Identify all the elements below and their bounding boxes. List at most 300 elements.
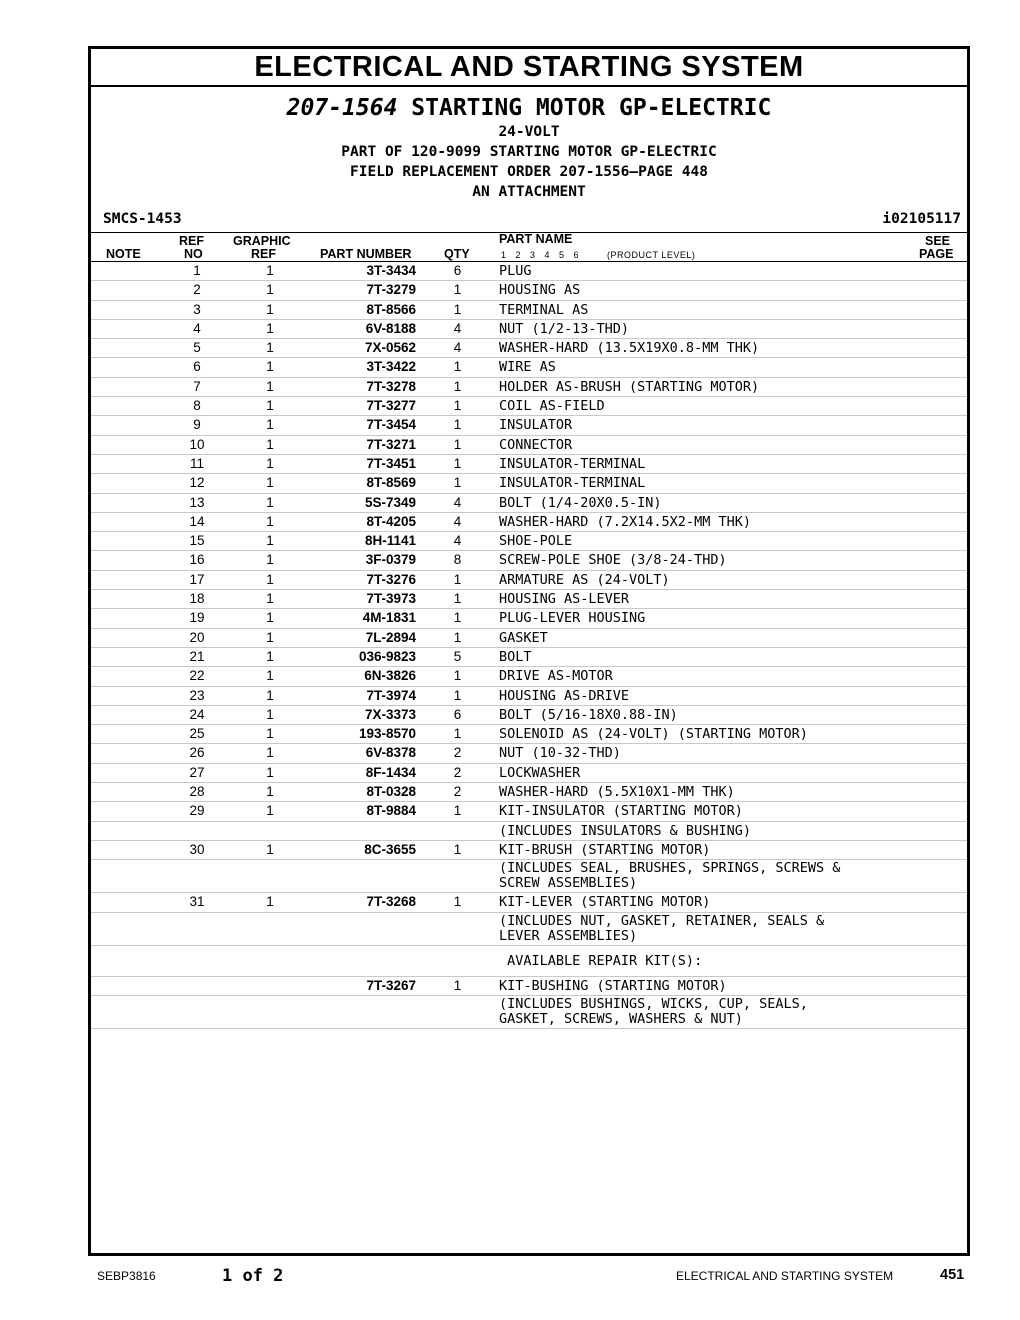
cell-see-page: [907, 840, 967, 859]
table-row: [91, 532, 967, 551]
table-row: [91, 744, 967, 763]
cell-part-number: [311, 912, 416, 945]
cell-graphic-ref: [229, 912, 311, 945]
cell-part-number: [311, 821, 416, 840]
table-row: [91, 763, 967, 782]
cell-note: [91, 647, 165, 666]
cell-graphic-ref: 1: [229, 416, 311, 435]
cell-qty: 1: [416, 454, 499, 473]
cell-graphic-ref: 1: [229, 744, 311, 763]
cell-ref-no: 7: [165, 377, 229, 396]
table-row: [91, 493, 967, 512]
table-row: [91, 590, 967, 609]
cell-note: [91, 512, 165, 531]
cell-graphic-ref: [229, 945, 311, 976]
cell-qty: 4: [416, 532, 499, 551]
cell-ref-no: [165, 912, 229, 945]
cell-part-name: (INCLUDES INSULATORS & BUSHING): [499, 821, 907, 840]
table-row: [91, 821, 967, 840]
cell-graphic-ref: 1: [229, 512, 311, 531]
cell-qty: 1: [416, 609, 499, 628]
cell-qty: [416, 860, 499, 893]
cell-part-name: SHOE-POLE: [499, 532, 907, 551]
cell-part-number: 7T-3973: [311, 590, 416, 609]
cell-see-page: [907, 281, 967, 300]
cell-qty: 1: [416, 397, 499, 416]
footer-page-of: 1 of 2: [222, 1266, 284, 1286]
cell-ref-no: 2: [165, 281, 229, 300]
cell-part-name: KIT-LEVER (STARTING MOTOR): [499, 893, 907, 912]
smcs-code: SMCS-1453: [103, 211, 182, 227]
cell-qty: 1: [416, 976, 499, 995]
cell-ref-no: 22: [165, 667, 229, 686]
cell-graphic-ref: 1: [229, 763, 311, 782]
col-product-levels: 1 2 3 4 5 6: [501, 250, 580, 260]
cell-ref-no: [165, 860, 229, 893]
cell-see-page: [907, 945, 967, 976]
cell-ref-no: 10: [165, 435, 229, 454]
cell-graphic-ref: [229, 995, 311, 1028]
table-row: [91, 416, 967, 435]
cell-note: [91, 570, 165, 589]
cell-graphic-ref: 1: [229, 705, 311, 724]
cell-see-page: [907, 358, 967, 377]
cell-note: [91, 590, 165, 609]
cell-qty: 1: [416, 377, 499, 396]
cell-graphic-ref: 1: [229, 783, 311, 802]
table-row: [91, 300, 967, 319]
cell-part-number: 8F-1434: [311, 763, 416, 782]
cell-part-name: NUT (10-32-THD): [499, 744, 907, 763]
group-title: STARTING MOTOR GP-ELECTRIC: [411, 95, 772, 121]
table-row: [91, 435, 967, 454]
cell-note: [91, 281, 165, 300]
cell-note: [91, 912, 165, 945]
col-graphic-top: GRAPHIC: [233, 234, 291, 248]
cell-see-page: [907, 744, 967, 763]
cell-ref-no: 9: [165, 416, 229, 435]
group-subtitle: AN ATTACHMENT: [472, 184, 586, 200]
table-row: [91, 377, 967, 396]
cell-graphic-ref: 1: [229, 262, 311, 281]
table-row: [91, 551, 967, 570]
table-row: [91, 512, 967, 531]
cell-note: [91, 744, 165, 763]
cell-see-page: [907, 435, 967, 454]
table-row: [91, 912, 967, 945]
cell-see-page: [907, 995, 967, 1028]
col-note: NOTE: [106, 247, 141, 261]
cell-part-name: LOCKWASHER: [499, 763, 907, 782]
cell-part-number: 7T-3271: [311, 435, 416, 454]
group-number: 207-1564: [286, 95, 398, 121]
cell-see-page: [907, 783, 967, 802]
cell-see-page: [907, 821, 967, 840]
cell-part-number: 3T-3422: [311, 358, 416, 377]
cell-part-number: 3F-0379: [311, 551, 416, 570]
cell-part-number: 3T-3434: [311, 262, 416, 281]
page-footer: [0, 1266, 1020, 1288]
cell-part-name: NUT (1/2-13-THD): [499, 319, 907, 338]
cell-part-number: 7X-0562: [311, 339, 416, 358]
cell-part-number: 8T-8569: [311, 474, 416, 493]
cell-ref-no: 6: [165, 358, 229, 377]
cell-see-page: [907, 802, 967, 821]
table-row: [91, 783, 967, 802]
cell-see-page: [907, 725, 967, 744]
table-row: [91, 667, 967, 686]
cell-qty: 4: [416, 339, 499, 358]
cell-graphic-ref: 1: [229, 667, 311, 686]
cell-graphic-ref: 1: [229, 686, 311, 705]
cell-see-page: [907, 512, 967, 531]
cell-see-page: [907, 454, 967, 473]
illustration-id: i02105117: [882, 211, 961, 227]
cell-see-page: [907, 860, 967, 893]
cell-qty: 1: [416, 474, 499, 493]
cell-ref-no: 18: [165, 590, 229, 609]
cell-part-name: KIT-BRUSH (STARTING MOTOR): [499, 840, 907, 859]
cell-part-name: PLUG-LEVER HOUSING: [499, 609, 907, 628]
cell-part-number: 7X-3373: [311, 705, 416, 724]
cell-ref-no: 3: [165, 300, 229, 319]
cell-ref-no: 30: [165, 840, 229, 859]
table-row: [91, 454, 967, 473]
cell-see-page: [907, 705, 967, 724]
cell-graphic-ref: 1: [229, 339, 311, 358]
cell-graphic-ref: 1: [229, 532, 311, 551]
footer-section: ELECTRICAL AND STARTING SYSTEM: [676, 1269, 894, 1283]
cell-graphic-ref: 1: [229, 358, 311, 377]
cell-qty: 1: [416, 840, 499, 859]
cell-note: [91, 377, 165, 396]
cell-qty: [416, 912, 499, 945]
cell-part-name: INSULATOR: [499, 416, 907, 435]
cell-note: [91, 840, 165, 859]
cell-part-number: 8C-3655: [311, 840, 416, 859]
cell-graphic-ref: 1: [229, 454, 311, 473]
cell-qty: 1: [416, 358, 499, 377]
table-row: [91, 840, 967, 859]
cell-part-number: [311, 945, 416, 976]
cell-qty: 2: [416, 744, 499, 763]
group-header: [91, 94, 967, 202]
cell-part-number: 7T-3454: [311, 416, 416, 435]
cell-part-name: GASKET: [499, 628, 907, 647]
cell-qty: 4: [416, 512, 499, 531]
cell-note: [91, 339, 165, 358]
cell-part-number: 7T-3267: [311, 976, 416, 995]
cell-note: [91, 686, 165, 705]
cell-ref-no: 13: [165, 493, 229, 512]
cell-qty: 1: [416, 667, 499, 686]
cell-qty: 1: [416, 802, 499, 821]
cell-ref-no: 29: [165, 802, 229, 821]
col-part-name: PART NAME: [499, 232, 573, 246]
table-row: [91, 474, 967, 493]
cell-graphic-ref: 1: [229, 647, 311, 666]
cell-part-number: 5S-7349: [311, 493, 416, 512]
cell-see-page: [907, 912, 967, 945]
cell-part-name: SOLENOID AS (24-VOLT) (STARTING MOTOR): [499, 725, 907, 744]
cell-ref-no: 16: [165, 551, 229, 570]
cell-qty: 1: [416, 281, 499, 300]
cell-part-name: HOLDER AS-BRUSH (STARTING MOTOR): [499, 377, 907, 396]
cell-ref-no: 19: [165, 609, 229, 628]
parts-table-body: [91, 262, 967, 1028]
cell-ref-no: 28: [165, 783, 229, 802]
cell-note: [91, 763, 165, 782]
table-row: [91, 686, 967, 705]
cell-see-page: [907, 551, 967, 570]
table-row: [91, 609, 967, 628]
cell-note: [91, 397, 165, 416]
cell-part-name: DRIVE AS-MOTOR: [499, 667, 907, 686]
cell-see-page: [907, 686, 967, 705]
cell-see-page: [907, 319, 967, 338]
cell-part-number: 7T-3268: [311, 893, 416, 912]
cell-note: [91, 493, 165, 512]
cell-part-number: 7T-3276: [311, 570, 416, 589]
cell-see-page: [907, 570, 967, 589]
cell-part-name: WASHER-HARD (5.5X10X1-MM THK): [499, 783, 907, 802]
parts-table: [91, 262, 967, 1029]
cell-ref-no: 24: [165, 705, 229, 724]
group-title-line: [91, 94, 967, 122]
cell-ref-no: 11: [165, 454, 229, 473]
cell-note: [91, 945, 165, 976]
cell-qty: 2: [416, 783, 499, 802]
cell-ref-no: 26: [165, 744, 229, 763]
cell-part-number: 193-8570: [311, 725, 416, 744]
cell-part-name: (INCLUDES SEAL, BRUSHES, SPRINGS, SCREWS & SCREW ASSEMBLIES): [499, 860, 907, 893]
group-subtitle: 24-VOLT: [498, 124, 560, 140]
cell-qty: 1: [416, 300, 499, 319]
cell-note: [91, 995, 165, 1028]
cell-ref-no: 17: [165, 570, 229, 589]
cell-ref-no: 25: [165, 725, 229, 744]
cell-note: [91, 474, 165, 493]
cell-part-name: BOLT: [499, 647, 907, 666]
cell-see-page: [907, 667, 967, 686]
cell-qty: 1: [416, 628, 499, 647]
cell-part-number: 6V-8378: [311, 744, 416, 763]
table-row: [91, 281, 967, 300]
cell-graphic-ref: 1: [229, 893, 311, 912]
cell-qty: 5: [416, 647, 499, 666]
col-see-bottom: PAGE: [919, 247, 954, 261]
cell-ref-no: 8: [165, 397, 229, 416]
cell-graphic-ref: 1: [229, 840, 311, 859]
cell-note: [91, 435, 165, 454]
cell-ref-no: 1: [165, 262, 229, 281]
cell-graphic-ref: 1: [229, 493, 311, 512]
cell-see-page: [907, 397, 967, 416]
cell-note: [91, 705, 165, 724]
cell-part-name: ARMATURE AS (24-VOLT): [499, 570, 907, 589]
cell-qty: 4: [416, 319, 499, 338]
table-row: [91, 860, 967, 893]
cell-see-page: [907, 628, 967, 647]
cell-note: [91, 300, 165, 319]
cell-part-name: KIT-INSULATOR (STARTING MOTOR): [499, 802, 907, 821]
cell-qty: 8: [416, 551, 499, 570]
cell-graphic-ref: 1: [229, 570, 311, 589]
cell-see-page: [907, 590, 967, 609]
cell-part-name: HOUSING AS-DRIVE: [499, 686, 907, 705]
cell-note: [91, 628, 165, 647]
cell-graphic-ref: 1: [229, 590, 311, 609]
cell-part-name: KIT-BUSHING (STARTING MOTOR): [499, 976, 907, 995]
cell-note: [91, 319, 165, 338]
cell-part-number: 8T-9884: [311, 802, 416, 821]
cell-part-name: INSULATOR-TERMINAL: [499, 474, 907, 493]
cell-part-name: AVAILABLE REPAIR KIT(S):: [499, 945, 907, 976]
cell-part-name: WASHER-HARD (13.5X19X0.8-MM THK): [499, 339, 907, 358]
cell-ref-no: 20: [165, 628, 229, 647]
cell-ref-no: [165, 821, 229, 840]
cell-see-page: [907, 532, 967, 551]
cell-see-page: [907, 262, 967, 281]
table-row: [91, 262, 967, 281]
table-row: [91, 358, 967, 377]
cell-qty: [416, 995, 499, 1028]
cell-part-name: BOLT (5/16-18X0.88-IN): [499, 705, 907, 724]
col-qty: QTY: [444, 247, 470, 261]
cell-part-number: 6V-8188: [311, 319, 416, 338]
smcs-row: [91, 206, 967, 233]
cell-part-number: 036-9823: [311, 647, 416, 666]
cell-graphic-ref: 1: [229, 551, 311, 570]
cell-part-name: CONNECTOR: [499, 435, 907, 454]
cell-ref-no: [165, 945, 229, 976]
cell-note: [91, 860, 165, 893]
footer-doc-id: SEBP3816: [97, 1269, 156, 1283]
cell-ref-no: 5: [165, 339, 229, 358]
col-ref-top: REF: [179, 234, 204, 248]
cell-see-page: [907, 300, 967, 319]
col-product-level-label: (PRODUCT LEVEL): [607, 250, 696, 260]
cell-note: [91, 609, 165, 628]
cell-see-page: [907, 493, 967, 512]
cell-ref-no: 31: [165, 893, 229, 912]
cell-qty: 2: [416, 763, 499, 782]
cell-part-number: 7T-3974: [311, 686, 416, 705]
cell-graphic-ref: 1: [229, 628, 311, 647]
cell-qty: 1: [416, 570, 499, 589]
cell-qty: 1: [416, 725, 499, 744]
cell-ref-no: 27: [165, 763, 229, 782]
cell-note: [91, 667, 165, 686]
cell-part-name: INSULATOR-TERMINAL: [499, 454, 907, 473]
cell-part-name: SCREW-POLE SHOE (3/8-24-THD): [499, 551, 907, 570]
cell-qty: 6: [416, 705, 499, 724]
cell-note: [91, 262, 165, 281]
cell-ref-no: 15: [165, 532, 229, 551]
group-subtitle: FIELD REPLACEMENT ORDER 207-1556—PAGE 448: [350, 164, 708, 180]
cell-part-number: 8T-8566: [311, 300, 416, 319]
cell-part-name: BOLT (1/4-20X0.5-IN): [499, 493, 907, 512]
group-subtitle: PART OF 120-9099 STARTING MOTOR GP-ELECTRIC: [341, 144, 717, 160]
cell-see-page: [907, 976, 967, 995]
cell-ref-no: [165, 995, 229, 1028]
cell-part-number: 7T-3277: [311, 397, 416, 416]
cell-note: [91, 783, 165, 802]
cell-qty: 6: [416, 262, 499, 281]
cell-graphic-ref: 1: [229, 725, 311, 744]
col-see-top: SEE: [925, 234, 951, 248]
table-row: [91, 705, 967, 724]
cell-see-page: [907, 474, 967, 493]
cell-graphic-ref: 1: [229, 319, 311, 338]
cell-see-page: [907, 377, 967, 396]
cell-part-name: (INCLUDES NUT, GASKET, RETAINER, SEALS & LEVER ASSEMBLIES): [499, 912, 907, 945]
cell-see-page: [907, 416, 967, 435]
cell-part-name: HOUSING AS: [499, 281, 907, 300]
cell-part-number: 7L-2894: [311, 628, 416, 647]
cell-graphic-ref: 1: [229, 300, 311, 319]
column-headers: [91, 233, 967, 262]
cell-part-name: COIL AS-FIELD: [499, 397, 907, 416]
footer-page-number: 451: [940, 1267, 965, 1283]
cell-graphic-ref: 1: [229, 802, 311, 821]
cell-note: [91, 416, 165, 435]
cell-note: [91, 821, 165, 840]
table-row: [91, 995, 967, 1028]
cell-part-name: (INCLUDES BUSHINGS, WICKS, CUP, SEALS, GASKET, SCREWS, WASHERS & NUT): [499, 995, 907, 1028]
col-graphic-bottom: REF: [251, 247, 276, 261]
cell-qty: 1: [416, 590, 499, 609]
cell-see-page: [907, 763, 967, 782]
cell-ref-no: 14: [165, 512, 229, 531]
cell-part-number: [311, 860, 416, 893]
table-row: [91, 725, 967, 744]
table-row: [91, 647, 967, 666]
cell-graphic-ref: [229, 976, 311, 995]
cell-ref-no: 21: [165, 647, 229, 666]
cell-qty: 1: [416, 893, 499, 912]
col-ref-bottom: NO: [184, 247, 203, 261]
table-row: [91, 802, 967, 821]
page-frame: [88, 46, 970, 1256]
cell-graphic-ref: [229, 821, 311, 840]
cell-part-number: 7T-3279: [311, 281, 416, 300]
cell-see-page: [907, 647, 967, 666]
cell-qty: 1: [416, 416, 499, 435]
cell-graphic-ref: 1: [229, 609, 311, 628]
cell-see-page: [907, 609, 967, 628]
cell-see-page: [907, 893, 967, 912]
col-part-number: PART NUMBER: [320, 247, 412, 261]
cell-qty: 4: [416, 493, 499, 512]
section-title: ELECTRICAL AND STARTING SYSTEM: [91, 49, 967, 87]
table-row: [91, 893, 967, 912]
cell-ref-no: 12: [165, 474, 229, 493]
cell-graphic-ref: 1: [229, 435, 311, 454]
cell-note: [91, 532, 165, 551]
cell-part-number: 8T-4205: [311, 512, 416, 531]
cell-part-number: 6N-3826: [311, 667, 416, 686]
cell-qty: [416, 945, 499, 976]
cell-part-number: 7T-3278: [311, 377, 416, 396]
cell-graphic-ref: 1: [229, 281, 311, 300]
cell-part-name: HOUSING AS-LEVER: [499, 590, 907, 609]
table-row: [91, 319, 967, 338]
table-row: [91, 976, 967, 995]
table-row: [91, 397, 967, 416]
cell-qty: [416, 821, 499, 840]
cell-part-number: 7T-3451: [311, 454, 416, 473]
